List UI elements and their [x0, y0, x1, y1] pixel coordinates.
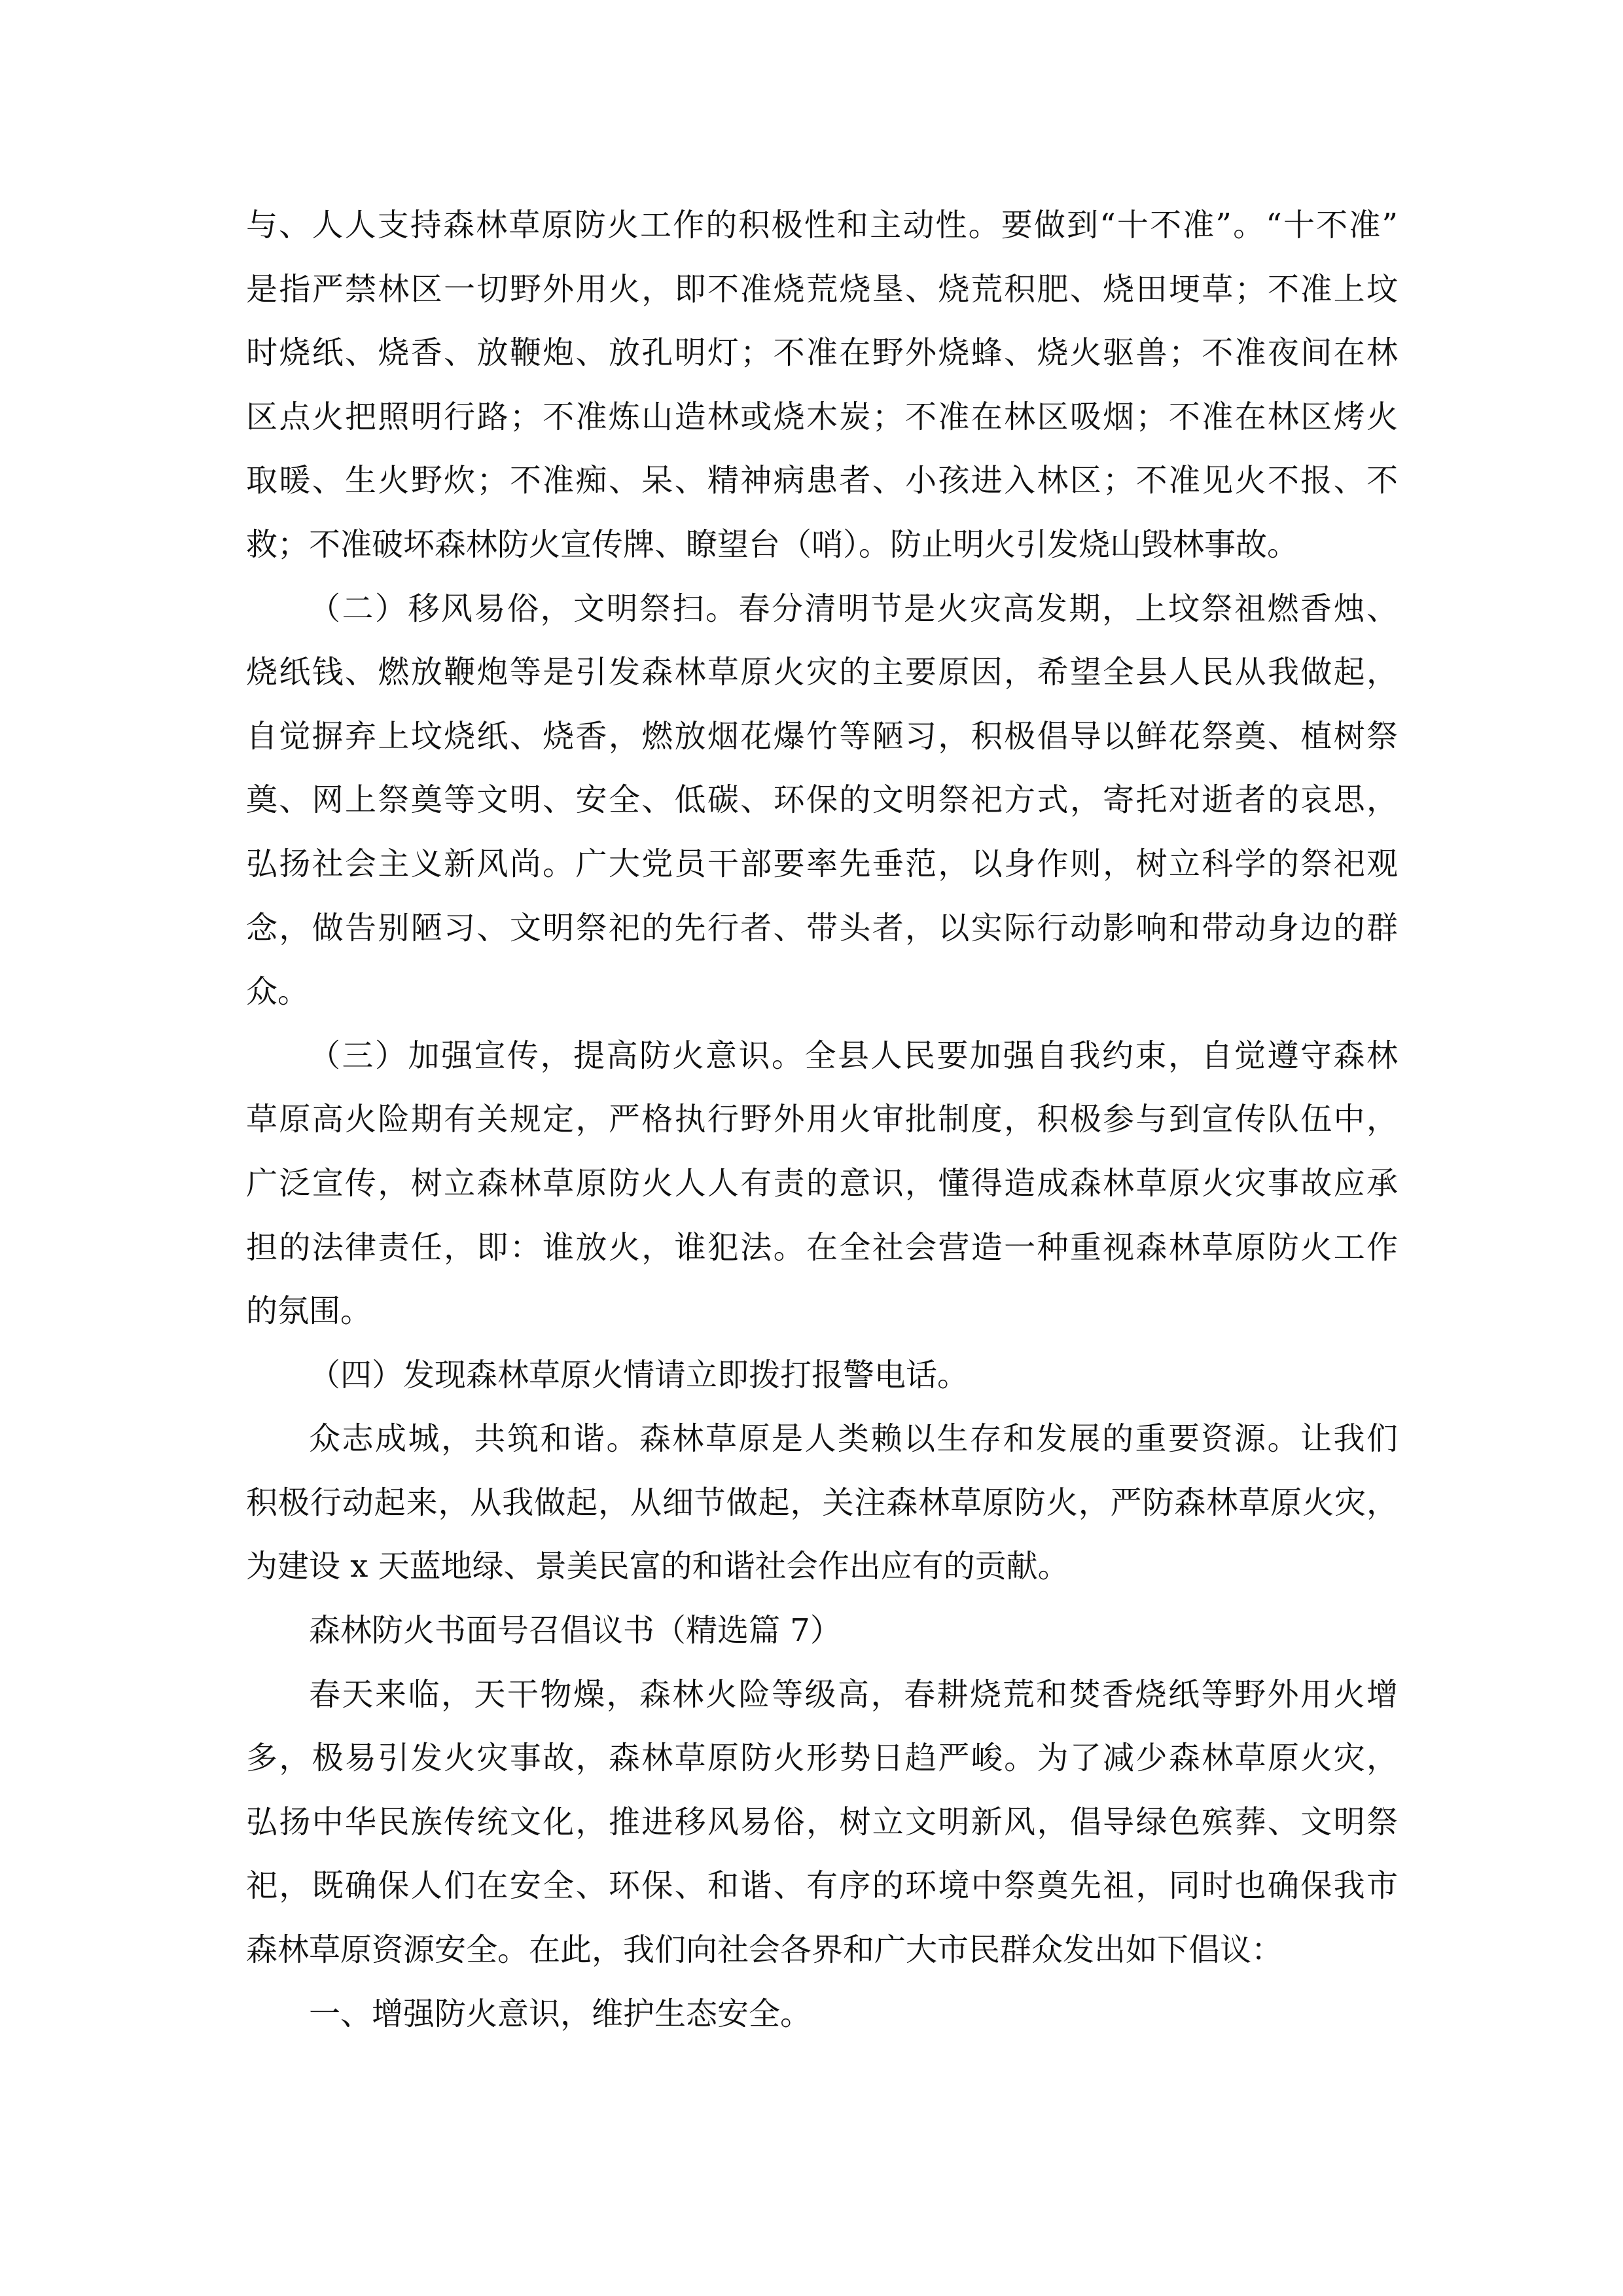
text-line: 时烧纸、烧香、放鞭炮、放孔明灯；不准在野外烧蜂、烧火驱兽；不准夜间在林	[246, 334, 1398, 372]
text-line: （二）移风易俗，文明祭扫。春分清明节是火灾高发期，上坟祭祖燃香烛、	[309, 590, 1398, 627]
text-line: 多，极易引发火灾事故，森林草原防火形势日趋严峻。为了减少森林草原火灾，	[246, 1740, 1398, 1777]
text-line: （四）发现森林草原火情请立即拨打报警电话。	[309, 1356, 969, 1393]
text-line: 春天来临，天干物燥，森林火险等级高，春耕烧荒和焚香烧纸等野外用火增	[309, 1676, 1398, 1713]
text-line: 祀，既确保人们在安全、环保、和谐、有序的环境中祭奠先祖，同时也确保我市	[246, 1867, 1398, 1905]
text-line: 烧纸钱、燃放鞭炮等是引发森林草原火灾的主要原因，希望全县人民从我做起，	[246, 654, 1398, 691]
text-line: 担的法律责任，即：谁放火，谁犯法。在全社会营造一种重视森林草原防火工作	[246, 1229, 1398, 1266]
text-line: 区点火把照明行路；不准炼山造林或烧木炭；不准在林区吸烟；不准在林区烤火	[246, 398, 1398, 435]
text-line: 与、人人支持森林草原防火工作的积极性和主动性。要做到“十不准”。“十不准”	[246, 207, 1398, 243]
text-line: 的氛围。	[246, 1293, 372, 1330]
text-line: 森林防火书面号召倡议书（精选篇 7）	[309, 1612, 842, 1649]
text-line: 森林草原资源安全。在此，我们向社会各界和广大市民群众发出如下倡议：	[246, 1931, 1283, 1969]
text-line: 取暖、生火野炊；不准痴、呆、精神病患者、小孩进入林区；不准见火不报、不	[246, 462, 1398, 499]
text-line: 奠、网上祭奠等文明、安全、低碳、环保的文明祭祀方式，寄托对逝者的哀思，	[246, 781, 1398, 819]
text-line: 是指严禁林区一切野外用火，即不准烧荒烧垦、烧荒积肥、烧田埂草；不准上坟	[246, 270, 1398, 308]
text-line: 弘扬中华民族传统文化，推进移风易俗，树立文明新风，倡导绿色殡葬、文明祭	[246, 1803, 1398, 1840]
text-line: 广泛宣传，树立森林草原防火人人有责的意识，懂得造成森林草原火灾事故应承	[246, 1164, 1398, 1202]
text-line: 积极行动起来，从我做起，从细节做起，关注森林草原防火，严防森林草原火灾，	[246, 1484, 1398, 1521]
text-line: 一、增强防火意识，维护生态安全。	[309, 1995, 812, 2032]
text-line: 念，做告别陋习、文明祭祀的先行者、带头者，以实际行动影响和带动身边的群	[246, 909, 1398, 946]
document-body	[246, 194, 1398, 2046]
text-line: 草原高火险期有关规定，严格执行野外用火审批制度，积极参与到宣传队伍中，	[246, 1101, 1398, 1138]
text-line: 众。	[246, 973, 310, 1011]
text-line: 为建设 x 天蓝地绿、景美民富的和谐社会作出应有的贡献。	[246, 1548, 1069, 1585]
text-line: 众志成城，共筑和谐。森林草原是人类赖以生存和发展的重要资源。让我们	[309, 1420, 1398, 1458]
text-line: （三）加强宣传，提高防火意识。全县人民要加强自我约束，自觉遵守森林	[309, 1037, 1398, 1074]
text-line: 弘扬社会主义新风尚。广大党员干部要率先垂范，以身作则，树立科学的祭祀观	[246, 845, 1398, 882]
text-line: 自觉摒弃上坟烧纸、烧香，燃放烟花爆竹等陋习，积极倡导以鲜花祭奠、植树祭	[246, 717, 1398, 755]
text-line: 救；不准破坏森林防火宣传牌、瞭望台（哨）。防止明火引发烧山毁林事故。	[246, 526, 1299, 563]
